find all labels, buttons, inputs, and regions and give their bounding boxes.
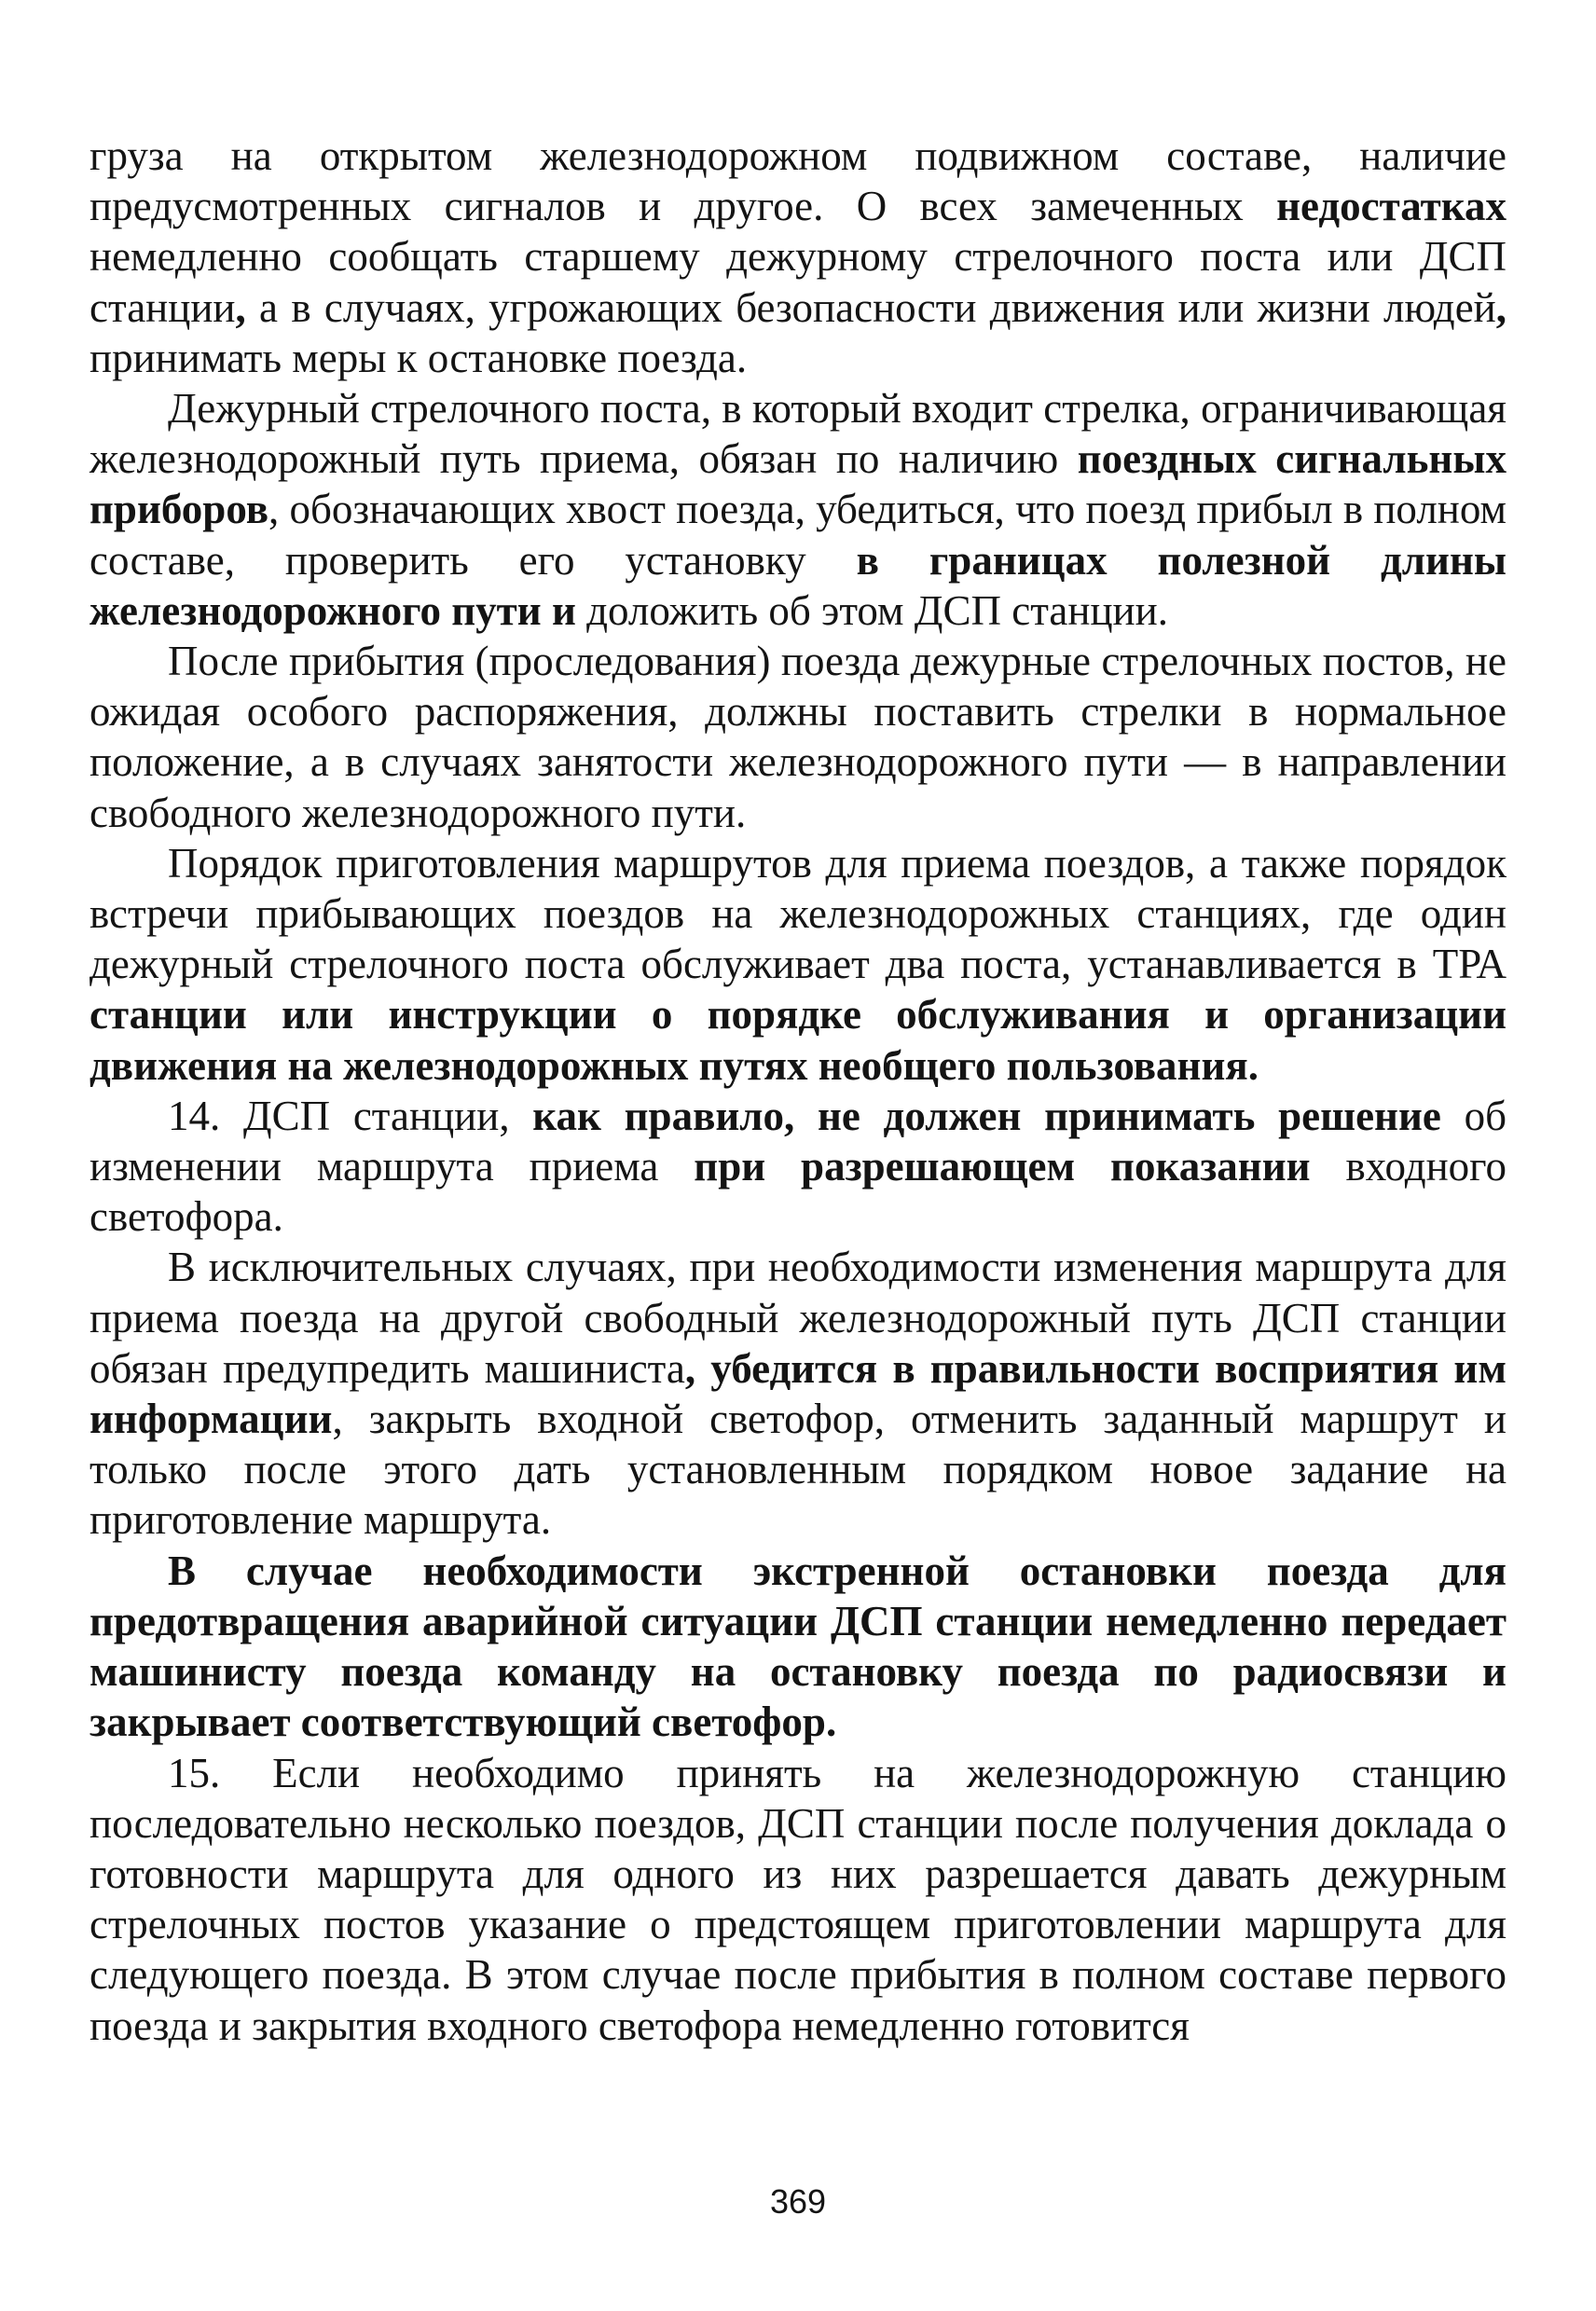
text-run: , обозначающих хвост поезда, убедиться, что поезд прибыл в полном составе, проверить его установку bbox=[89, 486, 1507, 584]
text-run: груза на открытом железнодорожном подвижном составе, наличие предусмотренных сигналов и другое. О всех замеченных bbox=[89, 132, 1507, 230]
bold-text-run: , bbox=[235, 283, 246, 331]
paragraph bbox=[89, 1546, 1507, 1748]
bold-text-run: В случае необходимости экстренной остановки поезда для предотвращения аварийной ситуации ДСП станции немедленно передает машинисту поезда команду на остановку поезда по радиосвязи и закрывает соответствующий светофор. bbox=[89, 1547, 1507, 1746]
text-run: Дежурный стрелочного поста, в который входит стрелка, ограничивающая железнодорожный путь приема, обязан по наличию bbox=[89, 385, 1507, 483]
text-run: , закрыть входной светофор, отменить заданный маршрут и только после этого дать установленным порядком новое задание на приготовление маршрута. bbox=[89, 1396, 1507, 1544]
bold-text-run: в границах полезной длины железнодорожного пути и bbox=[89, 536, 1507, 634]
page-number: 369 bbox=[769, 2182, 827, 2221]
body-text bbox=[89, 131, 1507, 2051]
paragraph bbox=[89, 383, 1507, 636]
text-run: об изменении маршрута приема bbox=[89, 1092, 1507, 1190]
paragraph bbox=[89, 1242, 1507, 1545]
paragraph bbox=[89, 636, 1507, 838]
paragraph bbox=[89, 838, 1507, 1091]
paragraph bbox=[89, 131, 1507, 383]
bold-text-run: , убедится в правильности восприятия им информации bbox=[89, 1344, 1507, 1443]
bold-text-run: как правило, не должен принимать решение bbox=[532, 1092, 1441, 1139]
paragraph bbox=[89, 1091, 1507, 1243]
paragraph bbox=[89, 1748, 1507, 2051]
text-run: В исключительных случаях, при необходимости изменения маршрута для приема поезда на другой свободный железнодорожный путь ДСП станции обязан предупредить машиниста bbox=[89, 1244, 1507, 1392]
bold-text-run: при разрешающем показании bbox=[694, 1143, 1311, 1190]
bold-text-run: недостатках bbox=[1276, 183, 1507, 230]
text-run: а в случаях, угрожающих безопасности движения или жизни людей bbox=[245, 283, 1496, 331]
text-run: Порядок приготовления маршрутов для приема поездов, а также порядок встречи прибывающих поездов на железнодорожных станциях, где один дежурный стрелочного поста обслуживает два поста, устанавливается в ТРА bbox=[89, 839, 1507, 988]
text-run: доложить об этом ДСП станции. bbox=[575, 586, 1168, 634]
text-run: 15. Если необходимо принять на железнодорожную станцию последовательно несколько поездов, ДСП станции после получения доклада о готовности маршрута для одного из них разрешается давать дежурным стрелочных постов указание о предстоящем приготовлении маршрута для следующего поезда. В этом случае после прибытия в полном составе первого поезда и закрытия входного светофора немедленно готовится bbox=[89, 1749, 1507, 2049]
bold-text-run: , bbox=[1495, 283, 1507, 331]
text-run: входного светофора. bbox=[89, 1143, 1507, 1241]
text-run: 14. ДСП станции, bbox=[168, 1092, 533, 1139]
text-run: принимать меры к остановке поезда. bbox=[89, 334, 748, 381]
text-run: немедленно сообщать старшему дежурному стрелочного поста или ДСП станции bbox=[89, 233, 1507, 331]
text-run: После прибытия (проследования) поезда дежурные стрелочных постов, не ожидая особого распоряжения, должны поставить стрелки в нормальное положение, а в случаях занятости железнодорожного пути — в направлении свободного железнодорожного пути. bbox=[89, 638, 1507, 836]
bold-text-run: станции или инструкции о порядке обслуживания и организации движения на железнодорожных путях необщего пользования. bbox=[89, 991, 1507, 1089]
bold-text-run: поездных сигнальных приборов bbox=[89, 435, 1507, 533]
